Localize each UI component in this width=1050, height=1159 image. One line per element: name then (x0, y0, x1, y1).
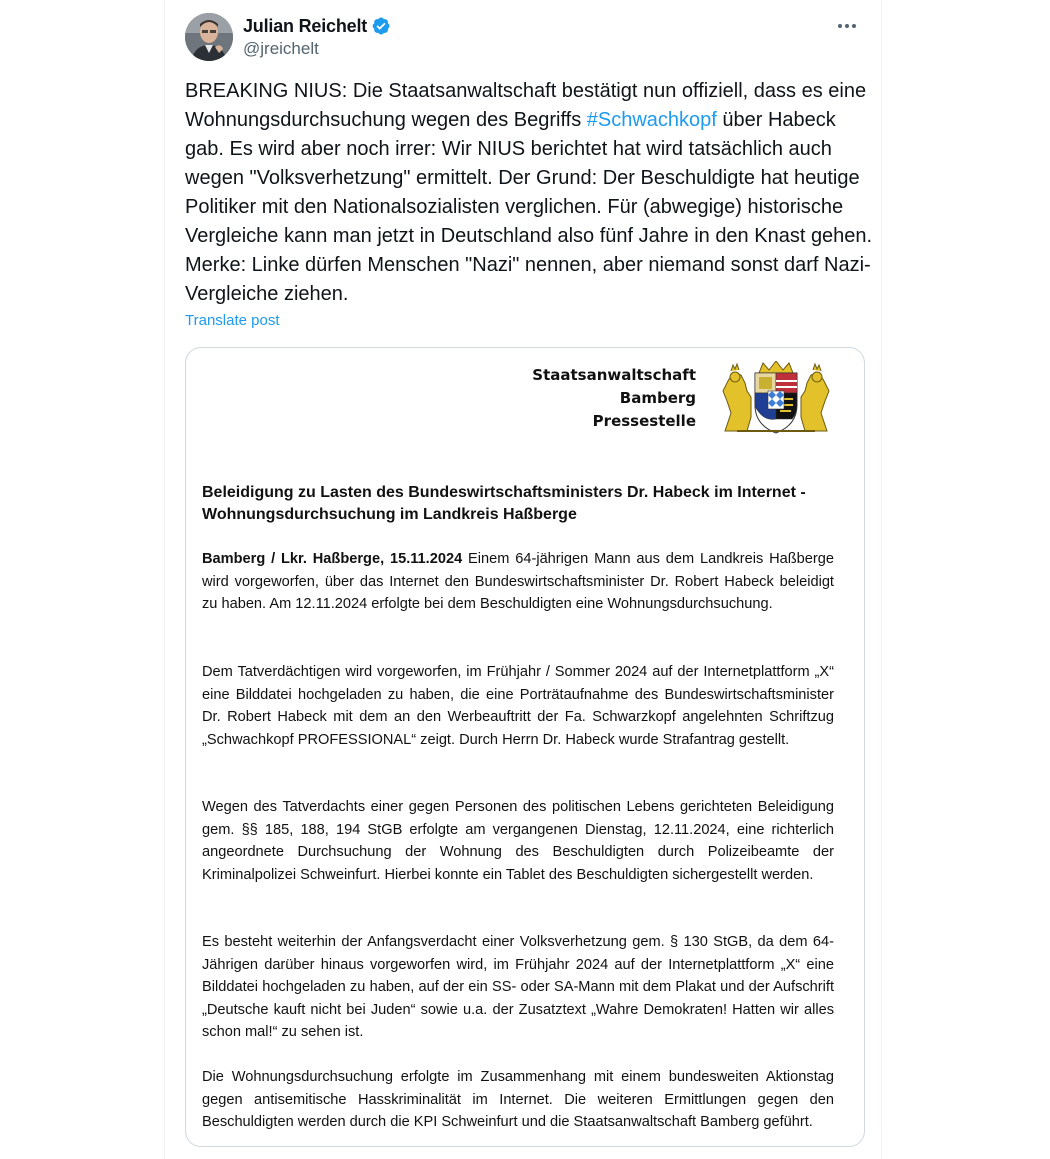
press-release-document (186, 348, 864, 1146)
more-options-button[interactable] (829, 12, 865, 40)
paragraph-1-text: Einem 64-jährigen Mann aus dem Landkreis Haßberge wird vorgeworfen, über das Internet den Bundeswirtschaftsminister Dr. Robert Habeck beleidigt zu haben. Am 12.11.2024 erfolgte bei dem Beschuldigten eine Wohnungsdurchsuchung. (202, 551, 834, 612)
tweet-text-part1: BREAKING NIUS: Die Staatsanwaltschaft bestätigt nun offiziell, dass es eine Wohnungsdurchsuchung wegen des Begriffs (185, 80, 867, 131)
attached-image[interactable] (185, 347, 865, 1147)
translate-post-link[interactable]: Translate post (185, 312, 280, 329)
avatar-photo (185, 13, 233, 61)
verified-badge-icon[interactable] (371, 16, 391, 36)
hashtag-link[interactable]: #Schwachkopf (586, 109, 717, 131)
office-header (532, 364, 696, 433)
paragraph-2: Dem Tatverdächtigen wird vorgeworfen, im Frühjahr / Sommer 2024 auf der Internetplattform „X“ eine Bilddatei hochgeladen zu haben, die eine Porträtaufnahme des Bundeswirtschaftsminister Dr. Robert Habeck mit dem an den Werbeauftritt der Fa. Schwarzkopf angelehnten Schriftzug „Schwachkopf PROFESSIONAL“ zeigt. Durch Herrn Dr. Habeck wurde Strafantrag gestellt. (202, 664, 834, 748)
office-line-1: Staatsanwaltschaft (532, 366, 696, 384)
author-handle[interactable]: @jreichelt (243, 39, 319, 58)
post-header (185, 12, 865, 62)
paragraph-3: Wegen des Tatverdachts einer gegen Personen des politischen Lebens gerichteten Beleidigung gem. §§ 185, 188, 194 StGB erfolgte am vergangenen Dienstag, 12.11.2024, eine richterlich angeordnete Durchsuchung der Wohnung des Beschuldigten durch Polizeibeamte der Kriminalpolizei Schweinfurt. Hierbei konnte ein Tablet des Beschuldigten sichergestellt werden. (202, 799, 834, 883)
author-names (243, 14, 391, 59)
office-line-2: Bamberg (619, 389, 696, 407)
press-release-title: Beleidigung zu Lasten des Bundeswirtschaftsministers Dr. Habeck im Internet - Wohnungsdurchsuchung im Landkreis Haßberge (202, 484, 806, 523)
post-column (164, 0, 882, 1159)
paragraph-4: Es besteht weiterhin der Anfangsverdacht einer Volksverhetzung gem. § 130 StGB, da dem 64-Jährigen darüber hinaus vorgeworfen wird, im Frühjahr 2024 auf der Internetplattform „X“ eine Bilddatei hochgeladen zu haben, auf der ein SS- oder SA-Mann mit dem Plakat und der Aufschrift „Deutsche kauft nicht bei Juden“ sowie u.a. der Zusatztext „Wahre Demokraten! Hatten wir alles schon mal!“ zu sehen ist. (202, 934, 834, 1040)
avatar[interactable] (185, 13, 233, 61)
paragraph-1 (202, 548, 834, 616)
bavarian-coat-of-arms (717, 361, 835, 435)
paragraph-5: Die Wohnungsdurchsuchung erfolgte im Zusammenhang mit einem bundesweiten Aktionstag gegen antisemitische Hasskriminalität im Internet. Die weiteren Ermittlungen gegen den Beschuldigten werden durch die KPI Schweinfurt und die Staatsanwaltschaft Bamberg geführt. (202, 1069, 834, 1130)
display-name-row (243, 14, 391, 38)
author-display-name[interactable]: Julian Reichelt (243, 15, 368, 36)
dateline: Bamberg / Lkr. Haßberge, 15.11.2024 (202, 551, 463, 567)
office-line-3: Pressestelle (592, 412, 696, 430)
tweet-text-part2: über Habeck gab. Es wird aber noch irrer: Wir NIUS berichtet hat wird tatsächlich auch wegen "Volksverhetzung" ermittelt. Der Grund: Der Beschuldigte hat heutige Politiker mit den Nationalsozialisten verglichen. Für (abwegige) historische Vergleiche kann man jetzt in Deutschland also fünf Jahre in den Knast gehen. Merke: Linke dürfen Menschen "Nazi" nennen, aber niemand sonst darf Nazi-Vergleiche ziehen. (185, 109, 873, 305)
more-options-icon (837, 23, 857, 29)
tweet-text (185, 77, 875, 309)
